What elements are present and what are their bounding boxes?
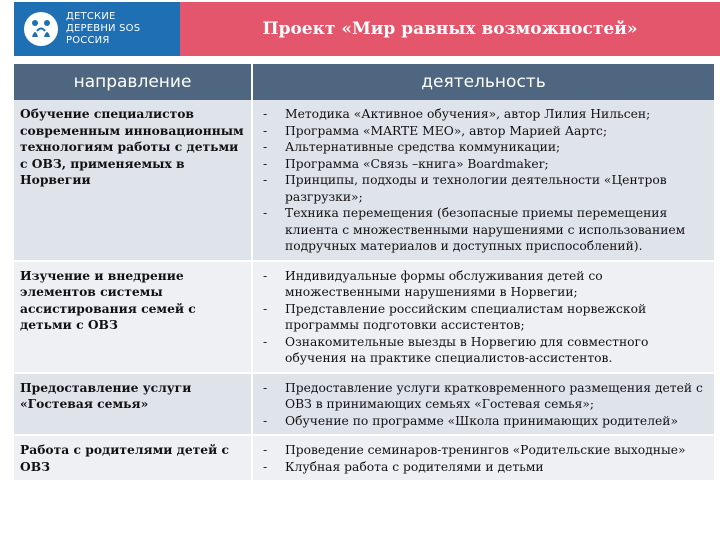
list-item: - Альтернативные средства коммуникации; bbox=[263, 140, 561, 154]
list-item: - Ознакомительные выезды в Норвегию для совместного обучения на практике специалистов-ассистентов. bbox=[263, 334, 649, 365]
logo-line-1: ДЕТСКИЕ bbox=[66, 11, 116, 22]
activity-cell bbox=[252, 373, 714, 436]
table-row bbox=[14, 261, 714, 373]
table-row bbox=[14, 373, 714, 436]
title-banner bbox=[180, 2, 720, 56]
direction-cell: Предоставление услуги «Гостевая семья» bbox=[14, 373, 252, 436]
list-item: - Программа «MARTE MEO», автор Марией Аартс; bbox=[263, 123, 608, 138]
table-row bbox=[14, 100, 714, 261]
list-item: - Обучение по программе «Школа принимающих родителей» bbox=[263, 413, 679, 428]
activity-list bbox=[259, 442, 708, 475]
list-item: - Проведение семинаров-тренингов «Родительские выходные» bbox=[263, 443, 686, 457]
logo-text bbox=[66, 11, 140, 47]
list-item: - Техника перемещения (безопасные приемы перемещения клиента с множественными нарушениями с использованием подручных материалов и доступных приспособлений). bbox=[263, 206, 686, 253]
direction-cell: Изучение и внедрение элементов системы ассистирования семей с детьми с ОВЗ bbox=[14, 261, 252, 373]
list-item: - Представление российским специалистам норвежской программы подготовки ассистентов; bbox=[263, 301, 647, 332]
table-row bbox=[14, 435, 714, 481]
list-item: - Предоставление услуги кратковременного размещения детей с ОВЗ в принимающих семьях «Гостевая семья»; bbox=[263, 380, 703, 411]
list-item: - Программа «Связь –книга» Boardmaker; bbox=[263, 156, 549, 171]
list-item: - Индивидуальные формы обслуживания детей со множественными нарушениями в Норвегии; bbox=[263, 268, 603, 299]
header bbox=[0, 0, 720, 58]
direction-cell: Работа с родителями детей с ОВЗ bbox=[14, 435, 252, 481]
sos-children-logo-icon bbox=[24, 12, 58, 46]
activity-list bbox=[259, 268, 708, 367]
activity-cell bbox=[252, 435, 714, 481]
list-item: - Клубная работа с родителями и детьми bbox=[263, 459, 544, 474]
list-item: - Принципы, подходы и технологии деятельности «Центров разгрузки»; bbox=[263, 173, 667, 204]
activity-list bbox=[259, 380, 708, 430]
logo-line-3: РОССИЯ bbox=[66, 35, 110, 46]
page-title: Проект «Мир равных возможностей» bbox=[262, 19, 638, 39]
activity-cell bbox=[252, 261, 714, 373]
table-header-row bbox=[14, 64, 714, 100]
header-direction: направление bbox=[14, 64, 252, 100]
activities-table bbox=[14, 64, 714, 482]
activity-cell bbox=[252, 100, 714, 261]
logo-line-2: ДЕРЕВНИ SOS bbox=[66, 23, 141, 34]
sos-logo bbox=[14, 2, 180, 56]
header-activity: деятельность bbox=[252, 64, 714, 100]
list-item: - Методика «Активное обучения», автор Лилия Нильсен; bbox=[263, 107, 651, 121]
direction-cell: Обучение специалистов современным инновационным технологиям работы с детьми с ОВЗ, применяемых в Норвегии bbox=[14, 100, 252, 261]
activity-list bbox=[259, 106, 708, 255]
